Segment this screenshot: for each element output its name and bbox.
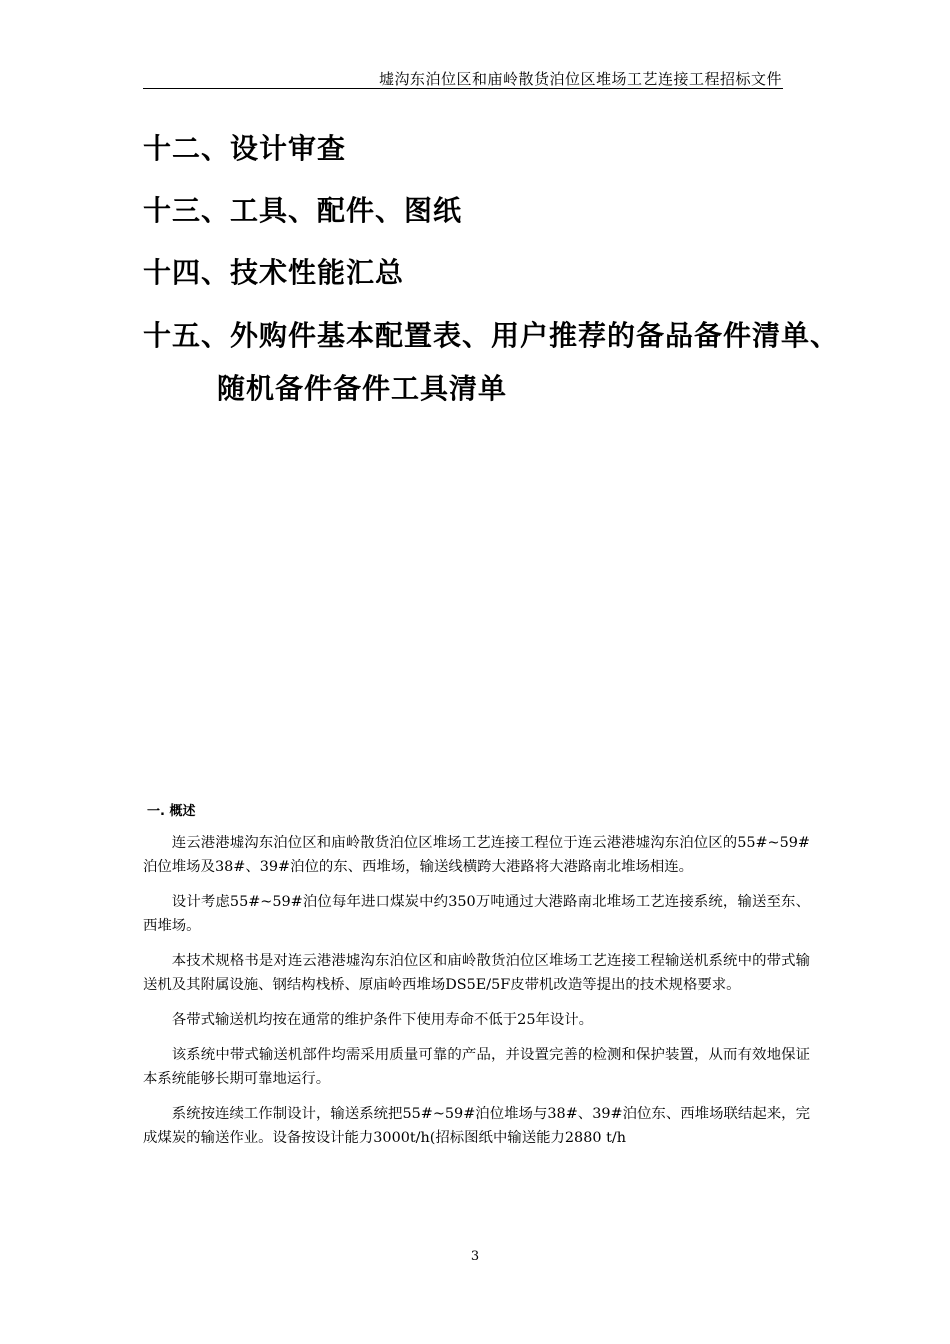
paragraph: 该系统中带式输送机部件均需采用质量可靠的产品，并设置完善的检测和保护装置，从而有效地保证本系统能够长期可靠地运行。 xyxy=(143,1047,810,1087)
toc-item-continuation: 随机备件备件工具清单 xyxy=(217,372,508,405)
paragraph: 系统按连续工作制设计，输送系统把55#~59#泊位堆场与38#、39#泊位东、西堆场联结起来，完成煤炭的输送作业。设备按设计能力3000t/h(招标图纸中输送能力2880 t/h xyxy=(143,1106,810,1146)
running-header: 墟沟东泊位区和庙岭散货泊位区堆场工艺连接工程招标文件 xyxy=(378,70,782,88)
body-text xyxy=(143,831,810,1161)
header-rule xyxy=(143,88,783,89)
toc-item: 十二、设计审查 xyxy=(143,132,347,165)
toc-item: 十五、外购件基本配置表、用户推荐的备品备件清单、 xyxy=(143,319,840,352)
paragraph: 设计考虑55#~59#泊位每年进口煤炭中约350万吨通过大港路南北堆场工艺连接系统，输送至东、西堆场。 xyxy=(143,894,810,934)
paragraph: 各带式输送机均按在通常的维护条件下使用寿命不低于25年设计。 xyxy=(171,1012,594,1028)
toc-item: 十三、工具、配件、图纸 xyxy=(143,194,463,227)
page-number: 3 xyxy=(470,1249,480,1264)
paragraph: 连云港港墟沟东泊位区和庙岭散货泊位区堆场工艺连接工程位于连云港港墟沟东泊位区的55#~59#泊位堆场及38#、39#泊位的东、西堆场，输送线横跨大港路将大港路南北堆场相连。 xyxy=(143,835,810,875)
section-heading: 一. 概述 xyxy=(147,804,196,819)
paragraph: 本技术规格书是对连云港港墟沟东泊位区和庙岭散货泊位区堆场工艺连接工程输送机系统中的带式输送机及其附属设施、钢结构栈桥、原庙岭西堆场DS5E/5F皮带机改造等提出的技术规格要求。 xyxy=(143,953,810,993)
toc-item: 十四、技术性能汇总 xyxy=(143,256,405,289)
